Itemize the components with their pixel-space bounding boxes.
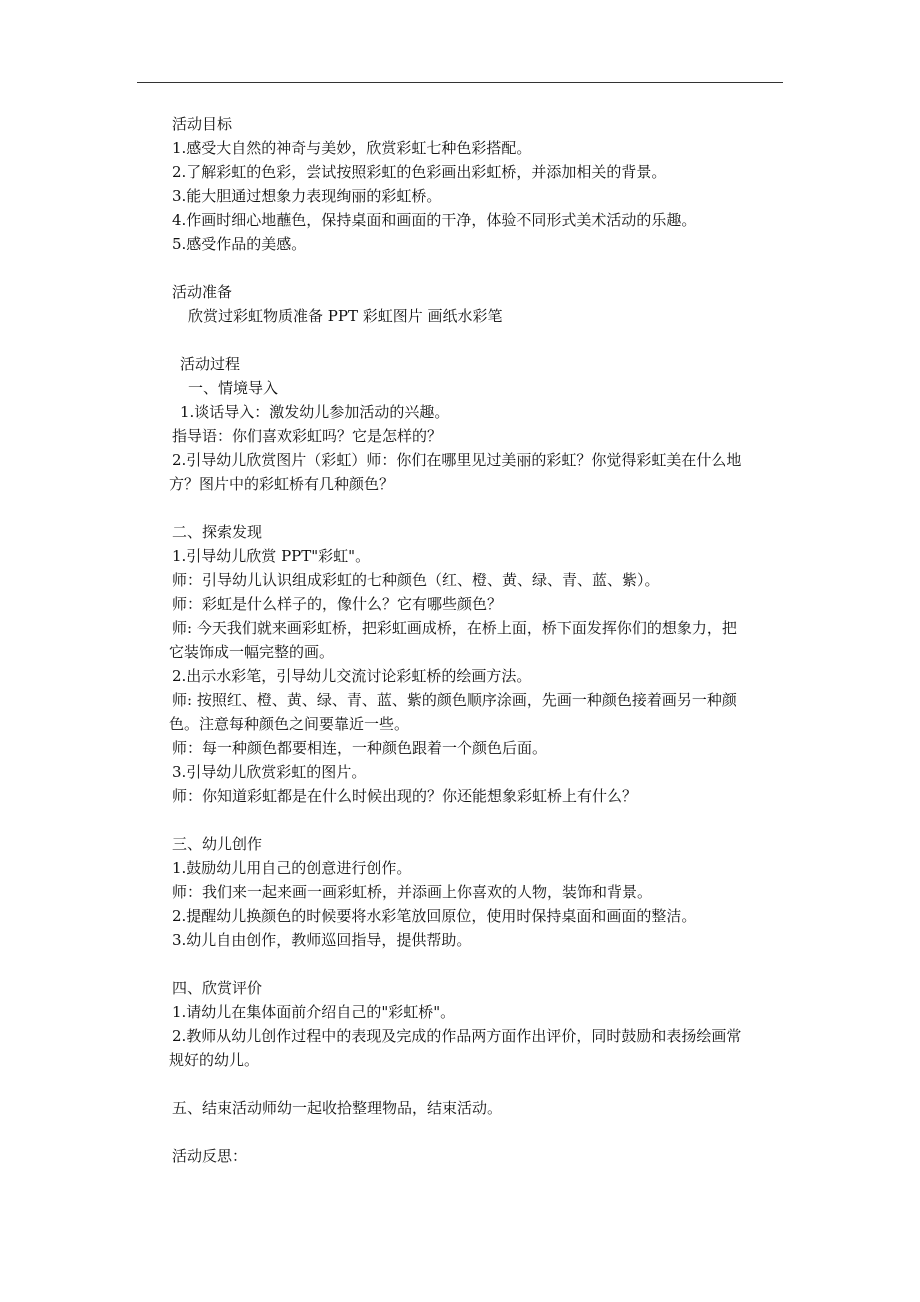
- section-1-line-2: 指导语：你们喜欢彩虹吗？它是怎样的？: [172, 427, 443, 445]
- section-3-line-2: 师：我们来一起来画一画彩虹桥，并添画上你喜欢的人物，装饰和背景。: [172, 883, 653, 901]
- section-4-line-1: 1.请幼儿在集体面前介绍自己的"彩虹桥"。: [172, 1003, 456, 1021]
- prep-text: 欣赏过彩虹物质准备 PPT 彩虹图片 画纸水彩笔: [188, 307, 503, 325]
- section-2-title: 二、探索发现: [172, 523, 263, 541]
- goal-item-2: 2.了解彩虹的色彩，尝试按照彩虹的色彩画出彩虹桥，并添加相关的背景。: [172, 163, 667, 181]
- section-2-line-9: 师：你知道彩虹都是在什么时候出现的？你还能想象彩虹桥上有什么？: [172, 787, 638, 805]
- section-5-title: 五、结束活动师幼一起收拾整理物品，结束活动。: [172, 1099, 503, 1117]
- section-2-line-6b: 色。注意每种颜色之间要靠近一些。: [169, 715, 410, 733]
- goal-item-5: 5.感受作品的美感。: [172, 235, 307, 253]
- section-2-line-8: 3.引导幼儿欣赏彩虹的图片。: [172, 763, 367, 781]
- header-rule: [137, 82, 783, 83]
- section-2-line-2: 师：引导幼儿认识组成彩虹的七种颜色（红、橙、黄、绿、青、蓝、紫）。: [172, 571, 660, 589]
- section-2-line-4b: 它装饰成一幅完整的画。: [169, 643, 335, 661]
- process-heading: 活动过程: [180, 355, 241, 373]
- section-1-line-3b: 方？图片中的彩虹桥有几种颜色？: [169, 475, 395, 493]
- section-2-line-3: 师：彩虹是什么样子的，像什么？它有哪些颜色？: [172, 595, 503, 613]
- section-2-line-1: 1.引导幼儿欣赏 PPT"彩虹"。: [172, 547, 371, 565]
- goal-item-3: 3.能大胆通过想象力表现绚丽的彩虹桥。: [172, 187, 442, 205]
- section-1-title: 一、情境导入: [188, 379, 279, 397]
- section-2-line-7: 师：每一种颜色都要相连，一种颜色跟着一个颜色后面。: [172, 739, 548, 757]
- section-3-line-3: 2.提醒幼儿换颜色的时候要将水彩笔放回原位，使用时保持桌面和画面的整洁。: [172, 907, 697, 925]
- section-1-line-3a: 2.引导幼儿欣赏图片（彩虹）师：你们在哪里见过美丽的彩虹？你觉得彩虹美在什么地: [172, 451, 742, 469]
- goal-item-4: 4.作画时细心地蘸色，保持桌面和画面的干净，体验不同形式美术活动的乐趣。: [172, 211, 697, 229]
- section-2-line-5: 2.出示水彩笔，引导幼儿交流讨论彩虹桥的绘画方法。: [172, 667, 532, 685]
- section-2-line-4a: 师: 今天我们就来画彩虹桥，把彩虹画成桥，在桥上面，桥下面发挥你们的想象力，把: [172, 619, 737, 637]
- section-3-line-4: 3.幼儿自由创作，教师巡回指导，提供帮助。: [172, 931, 472, 949]
- section-4-line-2a: 2.教师从幼儿创作过程中的表现及完成的作品两方面作出评价，同时鼓励和表扬绘画常: [172, 1027, 742, 1045]
- reflection-heading: 活动反思：: [172, 1147, 248, 1165]
- section-3-title: 三、幼儿创作: [172, 835, 263, 853]
- prep-heading: 活动准备: [172, 283, 233, 301]
- section-4-title: 四、欣赏评价: [172, 979, 263, 997]
- goals-heading: 活动目标: [172, 115, 233, 133]
- section-2-line-6a: 师: 按照红、橙、黄、绿、青、蓝、紫的颜色顺序涂画，先画一种颜色接着画另一种颜: [172, 691, 737, 709]
- section-4-line-2b: 规好的幼儿。: [169, 1051, 260, 1069]
- goal-item-1: 1.感受大自然的神奇与美妙，欣赏彩虹七种色彩搭配。: [172, 139, 532, 157]
- section-1-line-1: 1.谈话导入：激发幼儿参加活动的兴趣。: [180, 403, 450, 421]
- section-3-line-1: 1.鼓励幼儿用自己的创意进行创作。: [172, 859, 412, 877]
